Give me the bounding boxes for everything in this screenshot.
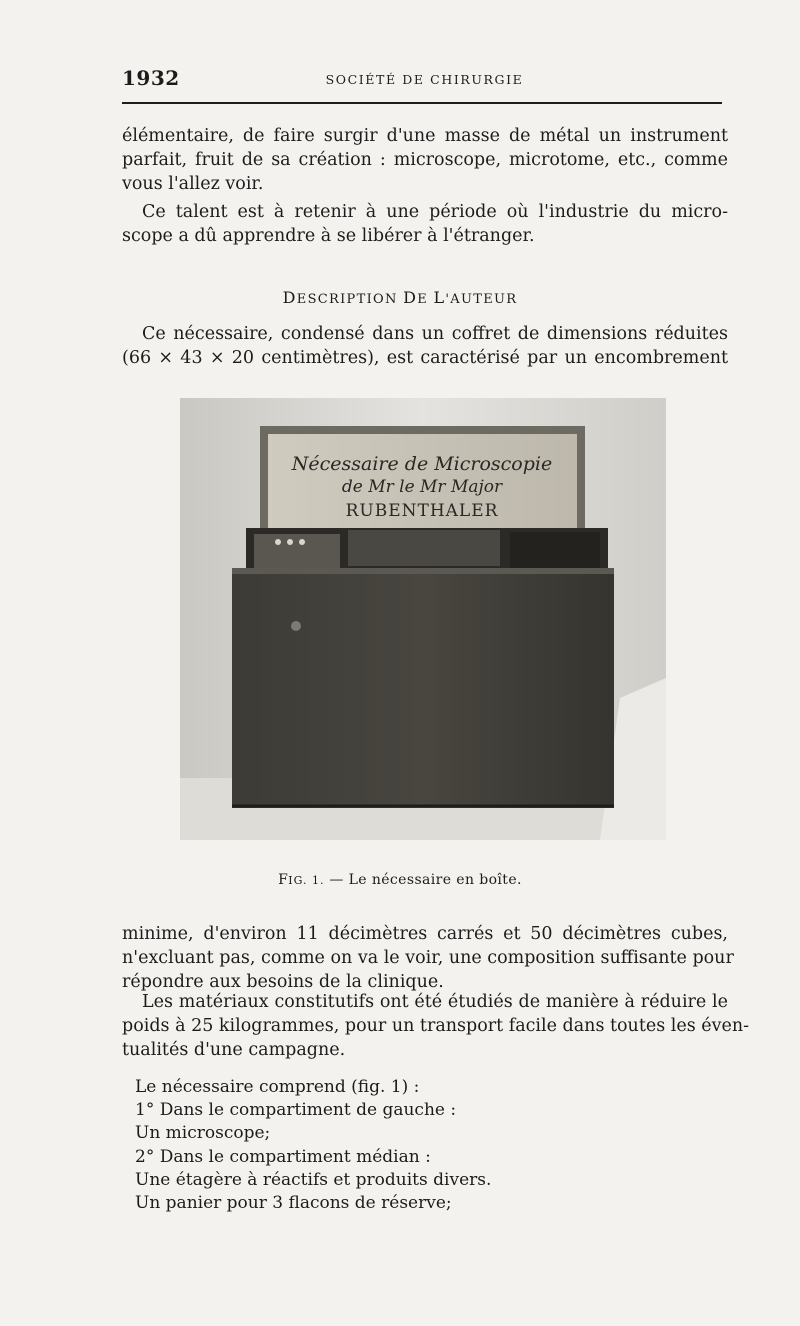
paragraph-2 (122, 200, 728, 248)
text-line: vous l'allez voir. (122, 174, 264, 194)
caption-label: FIG. 1. (278, 872, 325, 888)
lid-inscription-line: de Mr le Mr Major (341, 477, 503, 497)
text-line: élémentaire, de faire surgir d'une masse de métal un instrument (122, 126, 728, 146)
section-title (0, 288, 800, 307)
paragraph-5 (122, 990, 750, 1062)
text-line: n'excluant pas, comme on va le voir, une composition suffisante pour (122, 948, 734, 968)
caption-text: — Le nécessaire en boîte. (329, 872, 522, 888)
text-line: tualités d'une campagne. (122, 1040, 346, 1060)
running-head: SOCIÉTÉ DE CHIRURGIE (325, 72, 524, 87)
contents-list (135, 1076, 491, 1215)
list-item: Un panier pour 3 flacons de réserve; (135, 1193, 452, 1214)
text-line: Les matériaux constitutifs ont été étudiés de manière à réduire le (142, 992, 728, 1012)
figure-photo (180, 398, 666, 840)
text-line: scope a dû apprendre à se libérer à l'étranger. (122, 226, 535, 246)
paragraph-4 (122, 922, 734, 994)
text-line: poids à 25 kilogrammes, pour un transport facile dans toutes les éven- (122, 1016, 750, 1036)
text-line: minime, d'environ 11 décimètres carrés et 50 décimètres cubes, (122, 924, 728, 944)
text-line: répondre aux besoins de la clinique. (122, 972, 444, 992)
page-header (122, 66, 727, 94)
lid-inscription-line: RUBENTHALER (345, 501, 499, 521)
list-item: Le nécessaire comprend (fig. 1) : (135, 1077, 420, 1097)
paragraph-3 (122, 322, 728, 370)
page-number: 1932 (122, 66, 180, 90)
figure-caption (0, 872, 800, 888)
lid-inscription-line: Nécessaire de Microscopie (291, 453, 553, 475)
section-title-text: DESCRIPTION DE L'AUTEUR (282, 288, 518, 307)
microscope-case-photo (180, 398, 666, 840)
list-item: Une étagère à réactifs et produits divers. (135, 1169, 492, 1190)
text-line: Ce talent est à retenir à une période où l'industrie du micro- (142, 202, 728, 222)
paragraph-1 (122, 124, 728, 196)
list-item: Un microscope; (135, 1123, 271, 1144)
text-line: parfait, fruit de sa création : microscope, microtome, etc., comme (122, 150, 728, 170)
text-line: (66 × 43 × 20 centimètres), est caractérisé par un encombrement (122, 348, 728, 368)
text-line: Ce nécessaire, condensé dans un coffret de dimensions réduites (142, 324, 728, 344)
list-item: 2° Dans le compartiment médian : (135, 1146, 431, 1167)
list-item: 1° Dans le compartiment de gauche : (135, 1100, 457, 1121)
header-rule (122, 102, 722, 104)
